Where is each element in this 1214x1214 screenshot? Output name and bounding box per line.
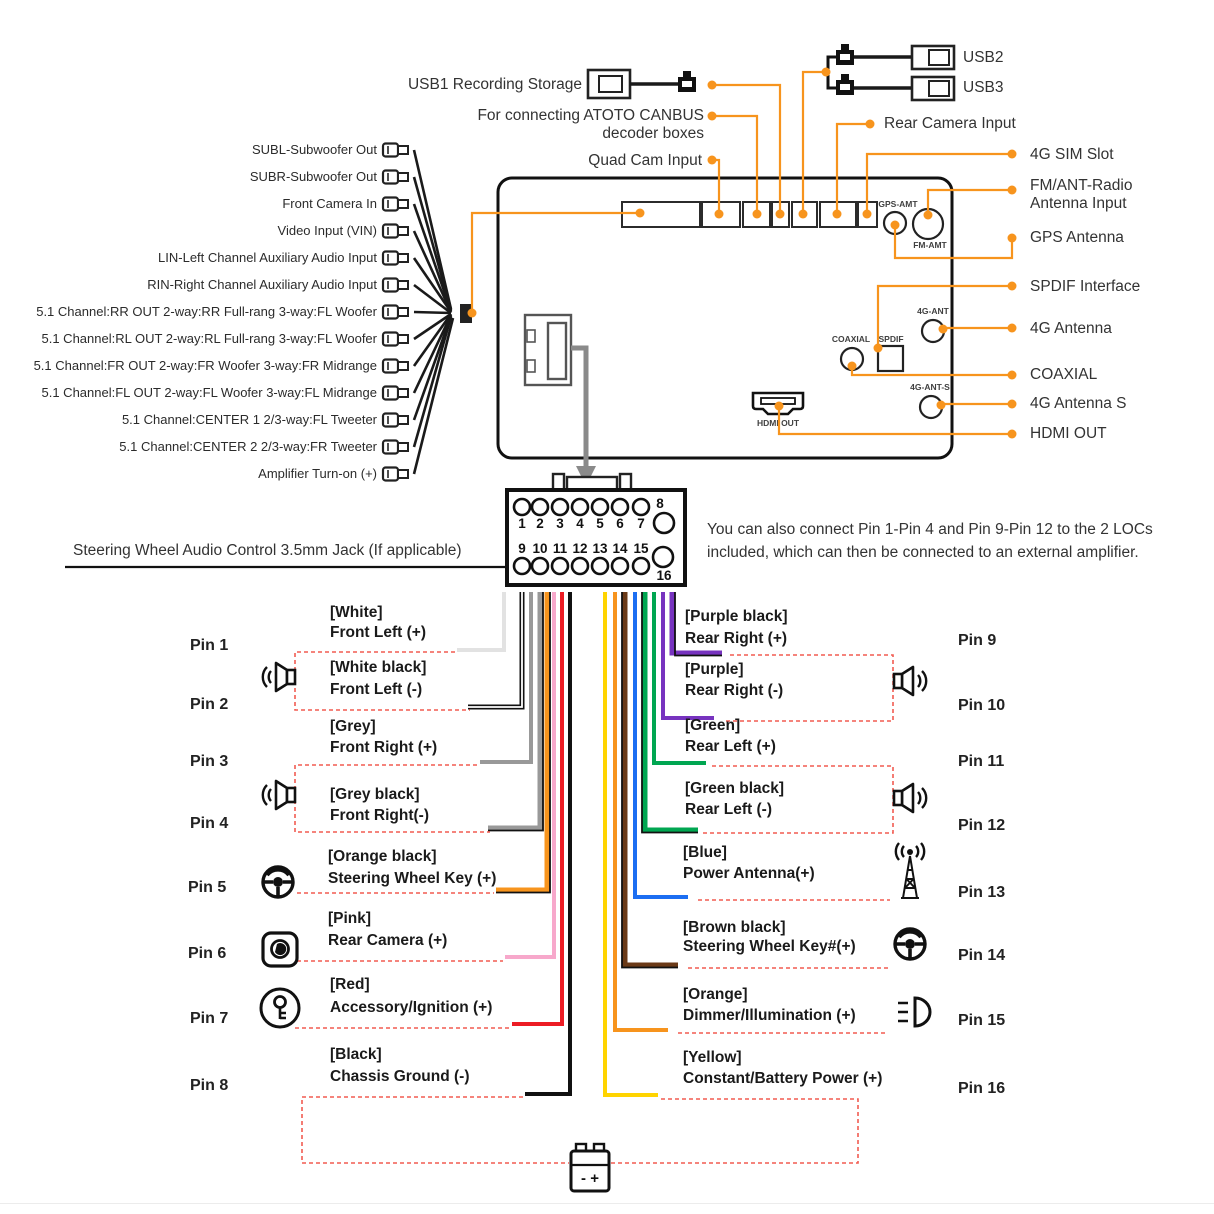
pin-2: Pin 2 bbox=[190, 696, 229, 713]
ignition-key-icon bbox=[261, 989, 299, 1027]
wire-11-func: Rear Left (+) bbox=[685, 738, 776, 755]
wire-10-color: [Purple] bbox=[685, 661, 744, 678]
port-video-in: Video Input (VIN) bbox=[277, 223, 377, 238]
port-lin: LIN-Left Channel Auxiliary Audio Input bbox=[158, 250, 377, 265]
svg-text:7: 7 bbox=[637, 516, 645, 531]
port-center2: 5.1 Channel:CENTER 2 2/3-way:FR Tweeter bbox=[119, 439, 377, 454]
wire-9-color: [Purple black] bbox=[685, 608, 788, 625]
rca-plug-icons bbox=[383, 144, 408, 481]
battery-terminals-label: - + bbox=[581, 1170, 599, 1187]
battery-icon bbox=[571, 1144, 609, 1191]
coaxial-label: COAXIAL bbox=[831, 334, 871, 344]
wire-16-color: [Yellow] bbox=[683, 1049, 742, 1066]
usb3-label: USB3 bbox=[963, 79, 1004, 96]
port-subr: SUBR-Subwoofer Out bbox=[249, 169, 377, 184]
svg-text:5: 5 bbox=[596, 516, 604, 531]
wire-15-func: Dimmer/Illumination (+) bbox=[683, 1007, 856, 1024]
fm-ant-label-2: Antenna Input bbox=[1030, 195, 1127, 212]
wire-14-color: [Brown black] bbox=[683, 919, 786, 936]
wire-yellow bbox=[605, 592, 658, 1095]
usb2-usb3-cables bbox=[828, 44, 954, 100]
port-rl-out: 5.1 Channel:RL OUT 2-way:RL Full-rang 3-way:FL Woofer bbox=[41, 331, 377, 346]
wire-6-color: [Pink] bbox=[328, 910, 372, 927]
wire-1-func: Front Left (+) bbox=[330, 624, 426, 641]
usb2-label: USB2 bbox=[963, 49, 1004, 66]
wire-1-color: [White] bbox=[330, 604, 383, 621]
wire-5-color: [Orange black] bbox=[328, 848, 437, 865]
wire-15-color: [Orange] bbox=[683, 986, 748, 1003]
4g-ant-s-label: 4G-ANT-S bbox=[910, 382, 950, 392]
pin-8: Pin 8 bbox=[190, 1077, 229, 1094]
fm-amt-label: FM-AMT bbox=[913, 240, 947, 250]
pin-3: Pin 3 bbox=[190, 753, 229, 770]
port-fr-out: 5.1 Channel:FR OUT 2-way:FR Woofer 3-way:FR Midrange bbox=[33, 358, 377, 373]
pin-4: Pin 4 bbox=[190, 815, 229, 832]
wire-6-func: Rear Camera (+) bbox=[328, 932, 448, 949]
hdmi-out-label: HDMI OUT bbox=[756, 418, 800, 428]
pin-6: Pin 6 bbox=[188, 945, 227, 962]
svg-text:3: 3 bbox=[556, 516, 564, 531]
canbus-label-1: For connecting ATOTO CANBUS bbox=[477, 107, 704, 124]
svg-text:6: 6 bbox=[616, 516, 624, 531]
svg-text:8: 8 bbox=[656, 496, 664, 511]
coaxial-label-right: COAXIAL bbox=[1030, 366, 1098, 383]
pin-5: Pin 5 bbox=[188, 879, 227, 896]
wire-11-color: [Green] bbox=[685, 717, 741, 734]
wire-white bbox=[457, 592, 504, 650]
4g-antenna-s-label: 4G Antenna S bbox=[1030, 395, 1127, 412]
wire-9-func: Rear Right (+) bbox=[685, 630, 788, 647]
pin-13: Pin 13 bbox=[958, 884, 1006, 901]
wire-3-func: Front Right (+) bbox=[330, 739, 438, 756]
canbus-label-2: decoder boxes bbox=[602, 125, 704, 142]
quad-cam-label: Quad Cam Input bbox=[588, 152, 702, 169]
rear-speaker-icon bbox=[894, 667, 926, 695]
pin-14: Pin 14 bbox=[958, 947, 1006, 964]
swc-jack-label: Steering Wheel Audio Control 3.5mm Jack (If applicable) bbox=[73, 542, 462, 559]
usb1-label: USB1 Recording Storage bbox=[407, 76, 582, 93]
svg-text:14: 14 bbox=[612, 541, 628, 556]
pin-9: Pin 9 bbox=[958, 632, 997, 649]
wire-7-color: [Red] bbox=[330, 976, 370, 993]
svg-text:12: 12 bbox=[572, 541, 588, 556]
dimmer-headlight-icon bbox=[898, 998, 930, 1026]
wire-16-func: Constant/Battery Power (+) bbox=[683, 1070, 883, 1087]
hdmi-out-label-right: HDMI OUT bbox=[1030, 425, 1107, 442]
svg-text:16: 16 bbox=[656, 568, 672, 583]
steering-wheel-icon bbox=[263, 867, 293, 897]
wire-5-func: Steering Wheel Key (+) bbox=[328, 870, 497, 887]
wire-2-func: Front Left (-) bbox=[330, 681, 423, 698]
pin-16: Pin 16 bbox=[958, 1080, 1006, 1097]
rear-camera-icon bbox=[263, 933, 297, 966]
svg-text:15: 15 bbox=[633, 541, 649, 556]
4g-ant-label: 4G-ANT bbox=[917, 306, 949, 316]
pin-1: Pin 1 bbox=[190, 637, 229, 654]
front-speaker-icon bbox=[263, 663, 295, 691]
usb1-cable bbox=[588, 70, 696, 98]
pin-7: Pin 7 bbox=[190, 1010, 229, 1027]
harness-connector-block bbox=[507, 474, 685, 585]
wire-4-func: Front Right(-) bbox=[330, 807, 429, 824]
loc-note-2: included, which can then be connected to an external amplifier. bbox=[707, 544, 1139, 561]
wire-12-func: Rear Left (-) bbox=[685, 801, 772, 818]
internal-harness-socket bbox=[525, 315, 571, 385]
wire-8-color: [Black] bbox=[330, 1046, 382, 1063]
svg-text:13: 13 bbox=[592, 541, 608, 556]
4g-sim-label: 4G SIM Slot bbox=[1030, 146, 1114, 163]
port-center1: 5.1 Channel:CENTER 1 2/3-way:FL Tweeter bbox=[121, 412, 377, 427]
4g-antenna-label: 4G Antenna bbox=[1030, 320, 1112, 337]
port-rin: RIN-Right Channel Auxiliary Audio Input bbox=[147, 277, 377, 292]
rca-fan-lines bbox=[414, 150, 453, 474]
pin-12: Pin 12 bbox=[958, 817, 1006, 834]
wire-14-func: Steering Wheel Key#(+) bbox=[683, 938, 856, 955]
gps-antenna-label: GPS Antenna bbox=[1030, 229, 1124, 246]
svg-text:11: 11 bbox=[552, 541, 568, 556]
port-fl-out: 5.1 Channel:FL OUT 2-way:FL Woofer 3-way:FL Midrange bbox=[41, 385, 377, 400]
wire-8-func: Chassis Ground (-) bbox=[330, 1068, 470, 1085]
pin-15: Pin 15 bbox=[958, 1012, 1006, 1029]
svg-text:2: 2 bbox=[536, 516, 544, 531]
steering-wheel-icon-2 bbox=[895, 929, 925, 959]
gps-amt-label: GPS-AMT bbox=[878, 199, 918, 209]
port-front-camera: Front Camera In bbox=[282, 196, 377, 211]
spdif-interface-label: SPDIF Interface bbox=[1030, 278, 1141, 295]
wire-12-color: [Green black] bbox=[685, 780, 785, 797]
port-rr-out: 5.1 Channel:RR OUT 2-way:RR Full-rang 3-way:FL Woofer bbox=[36, 304, 377, 319]
pin-10: Pin 10 bbox=[958, 697, 1006, 714]
power-antenna-icon bbox=[896, 843, 924, 898]
rear-speaker-icon-2 bbox=[894, 784, 926, 812]
wire-13-func: Power Antenna(+) bbox=[683, 865, 815, 882]
pin-11: Pin 11 bbox=[958, 753, 1005, 770]
fm-ant-label-1: FM/ANT-Radio bbox=[1030, 177, 1133, 194]
spdif-label: SPDIF bbox=[878, 334, 904, 344]
rear-camera-label: Rear Camera Input bbox=[884, 115, 1016, 132]
page-divider bbox=[0, 1203, 1214, 1204]
front-speaker-icon-2 bbox=[263, 781, 295, 809]
wire-4-color: [Grey black] bbox=[330, 786, 420, 803]
svg-text:9: 9 bbox=[518, 541, 526, 556]
port-subl: SUBL-Subwoofer Out bbox=[251, 142, 377, 157]
wire-10-func: Rear Right (-) bbox=[685, 682, 784, 699]
wire-7-func: Accessory/Ignition (+) bbox=[330, 999, 493, 1016]
wire-3-color: [Grey] bbox=[330, 718, 376, 735]
svg-text:10: 10 bbox=[532, 541, 548, 556]
loc-note-1: You can also connect Pin 1-Pin 4 and Pin 9-Pin 12 to the 2 LOCs bbox=[707, 521, 1153, 538]
wire-2-color: [White black] bbox=[330, 659, 427, 676]
port-amp-turnon: Amplifier Turn-on (+) bbox=[258, 466, 377, 481]
svg-text:1: 1 bbox=[518, 516, 526, 531]
wire-13-color: [Blue] bbox=[683, 844, 727, 861]
svg-text:4: 4 bbox=[576, 516, 584, 531]
